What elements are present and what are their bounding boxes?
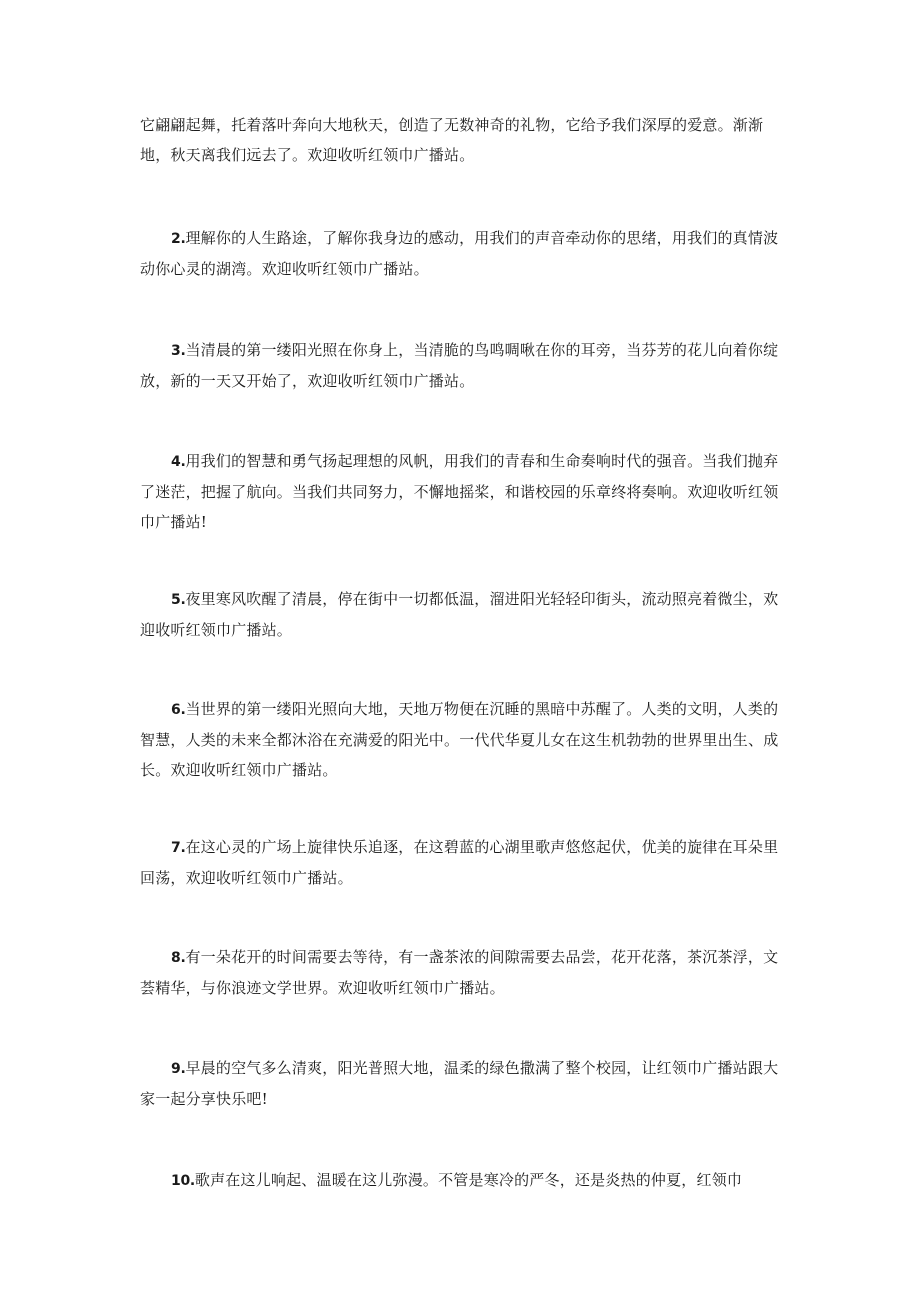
paragraph-text: 在这心灵的广场上旋律快乐追逐，在这碧蓝的心湖里歌声悠悠起伏，优美的旋律在耳朵里回荡，欢迎收听红领巾广播站。: [140, 838, 779, 887]
item-number: 4.: [171, 454, 186, 470]
paragraph-text: 早晨的空气多么清爽，阳光普照大地，温柔的绿色撒满了整个校园，让红领巾广播站跟大家一起分享快乐吧!: [140, 1059, 779, 1108]
item-number: 2.: [171, 231, 186, 247]
paragraph-text: 理解你的人生路途，了解你我身边的感动，用我们的声音牵动你的思绪，用我们的真情波动你心灵的湖湾。欢迎收听红领巾广播站。: [140, 229, 779, 278]
paragraph-item-7: [140, 832, 780, 893]
paragraph-item-10: [140, 1165, 780, 1196]
paragraph-text: 它翩翩起舞，托着落叶奔向大地秋天，创造了无数神奇的礼物，它给予我们深厚的爱意。渐渐地，秋天离我们远去了。欢迎收听红领巾广播站。: [140, 116, 764, 164]
paragraph-item-4: [140, 446, 780, 537]
paragraph-continuation: [140, 110, 780, 170]
paragraph-text: 歌声在这儿响起、温暖在这儿弥漫。不管是寒冷的严冬，还是炎热的仲夏，红领巾: [194, 1171, 743, 1189]
item-number: 5.: [171, 592, 186, 608]
item-number: 7.: [171, 840, 186, 856]
item-number: 8.: [171, 950, 186, 966]
paragraph-text: 夜里寒风吹醒了清晨，停在街中一切都低温，溜进阳光轻轻印街头，流动照亮着微尘，欢迎收听红领巾广播站。: [140, 590, 779, 639]
paragraph-text: 有一朵花开的时间需要去等待，有一盏茶浓的间隙需要去品尝，花开花落，茶沉茶浮，文荟精华，与你浪迹文学世界。欢迎收听红领巾广播站。: [140, 948, 779, 997]
item-number: 10.: [171, 1173, 195, 1189]
paragraph-text: 当清晨的第一缕阳光照在你身上，当清脆的鸟鸣啁啾在你的耳旁，当芬芳的花儿向着你绽放，新的一天又开始了，欢迎收听红领巾广播站。: [140, 341, 779, 390]
paragraph-text: 用我们的智慧和勇气扬起理想的风帆，用我们的青春和生命奏响时代的强音。当我们抛弃了迷茫，把握了航向。当我们共同努力，不懈地摇桨，和谐校园的乐章终将奏响。欢迎收听红领巾广播站!: [140, 452, 779, 531]
paragraph-item-2: [140, 223, 780, 284]
item-number: 6.: [171, 702, 186, 718]
paragraph-item-6: [140, 694, 780, 785]
paragraph-item-8: [140, 942, 780, 1003]
paragraph-text: 当世界的第一缕阳光照向大地，天地万物便在沉睡的黑暗中苏醒了。人类的文明，人类的智慧，人类的未来全都沐浴在充满爱的阳光中。一代代华夏儿女在这生机勃勃的世界里出生、成长。欢迎收听红领巾广播站。: [140, 700, 779, 779]
item-number: 3.: [171, 343, 186, 359]
paragraph-item-5: [140, 584, 780, 645]
paragraph-item-9: [140, 1053, 780, 1114]
item-number: 9.: [171, 1061, 186, 1077]
paragraph-item-3: [140, 335, 780, 396]
